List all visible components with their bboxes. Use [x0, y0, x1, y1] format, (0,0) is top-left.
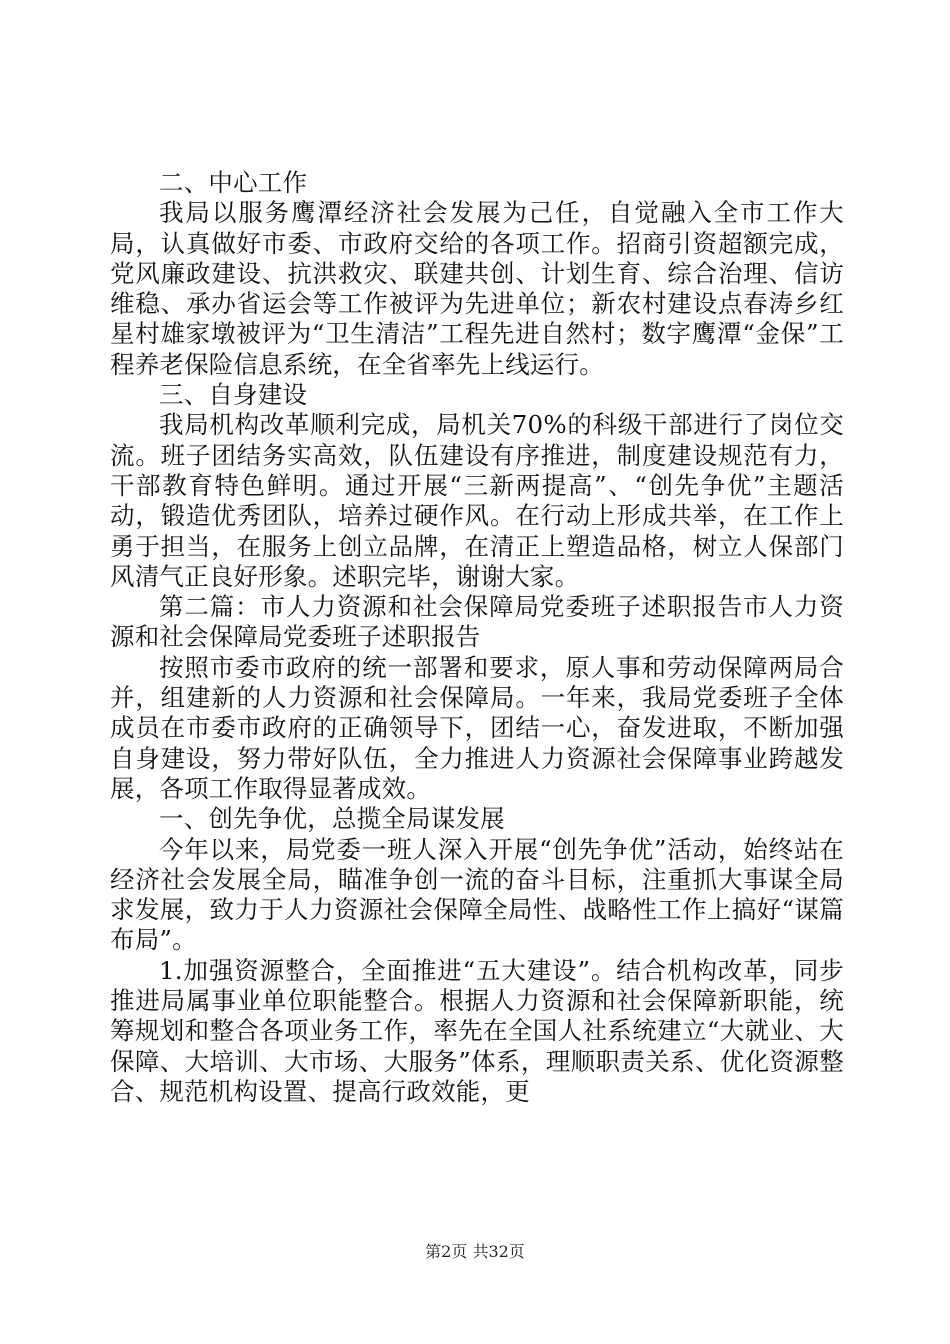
- document-body: [110, 168, 844, 1107]
- section-heading-center-work: 二、中心工作: [159, 168, 308, 197]
- section-heading-self-building: 三、自身建设: [159, 380, 308, 410]
- chapter-title-second: 第二篇：市人力资源和社会保障局党委班子述职报告市人力资源和社会保障局党委班子述职报告: [110, 592, 844, 652]
- section-heading-excellence: 一、创先争优，总揽全局谋发展: [159, 804, 505, 834]
- paragraph-resource-integration: 1.加强资源整合，全面推进“五大建设”。结合机构改革，同步推进局属事业单位职能整合。根据人力资源和社会保障新职能，统筹规划和整合各项业务工作，率先在全国人社系统建立“大就业、大保障、大培训、大市场、大服务”体系，理顺职责关系、优化资源整合、规范机构设置、提高行政效能，更: [110, 955, 844, 1106]
- paragraph-intro: 按照市委市政府的统一部署和要求，原人事和劳动保障两局合并，组建新的人力资源和社会保障局。一年来，我局党委班子全体成员在市委市政府的正确领导下，团结一心，奋发进取，不断加强自身建设，努力带好队伍，全力推进人力资源社会保障事业跨越发展，各项工作取得显著成效。: [110, 652, 844, 803]
- page-footer: 第2页 共32页: [425, 1242, 525, 1261]
- paragraph-excellence: 今年以来，局党委一班人深入开展“创先争优”活动，始终站在经济社会发展全局，瞄准争创一流的奋斗目标，注重抓大事谋全局求发展，致力于人力资源社会保障全局性、战略性工作上搞好“谋篇布局”。: [110, 834, 844, 955]
- paragraph-center-work: 我局以服务鹰潭经济社会发展为己任，自觉融入全市工作大局，认真做好市委、市政府交给的各项工作。招商引资超额完成，党风廉政建设、抗洪救灾、联建共创、计划生育、综合治理、信访维稳、承办省运会等工作被评为先进单位；新农村建设点春涛乡红星村雄家墩被评为“卫生清洁”工程先进自然村；数字鹰潭“金保”工程养老保险信息系统，在全省率先上线运行。: [110, 198, 844, 379]
- paragraph-self-building: 我局机构改革顺利完成，局机关70%的科级干部进行了岗位交流。班子团结务实高效，队伍建设有序推进，制度建设规范有力，干部教育特色鲜明。通过开展“三新两提高”、“创先争优”主题活动，锻造优秀团队，培养过硬作风。在行动上形成共举，在工作上勇于担当，在服务上创立品牌，在清正上塑造品格，树立人保部门风清气正良好形象。述职完毕，谢谢大家。: [110, 410, 844, 591]
